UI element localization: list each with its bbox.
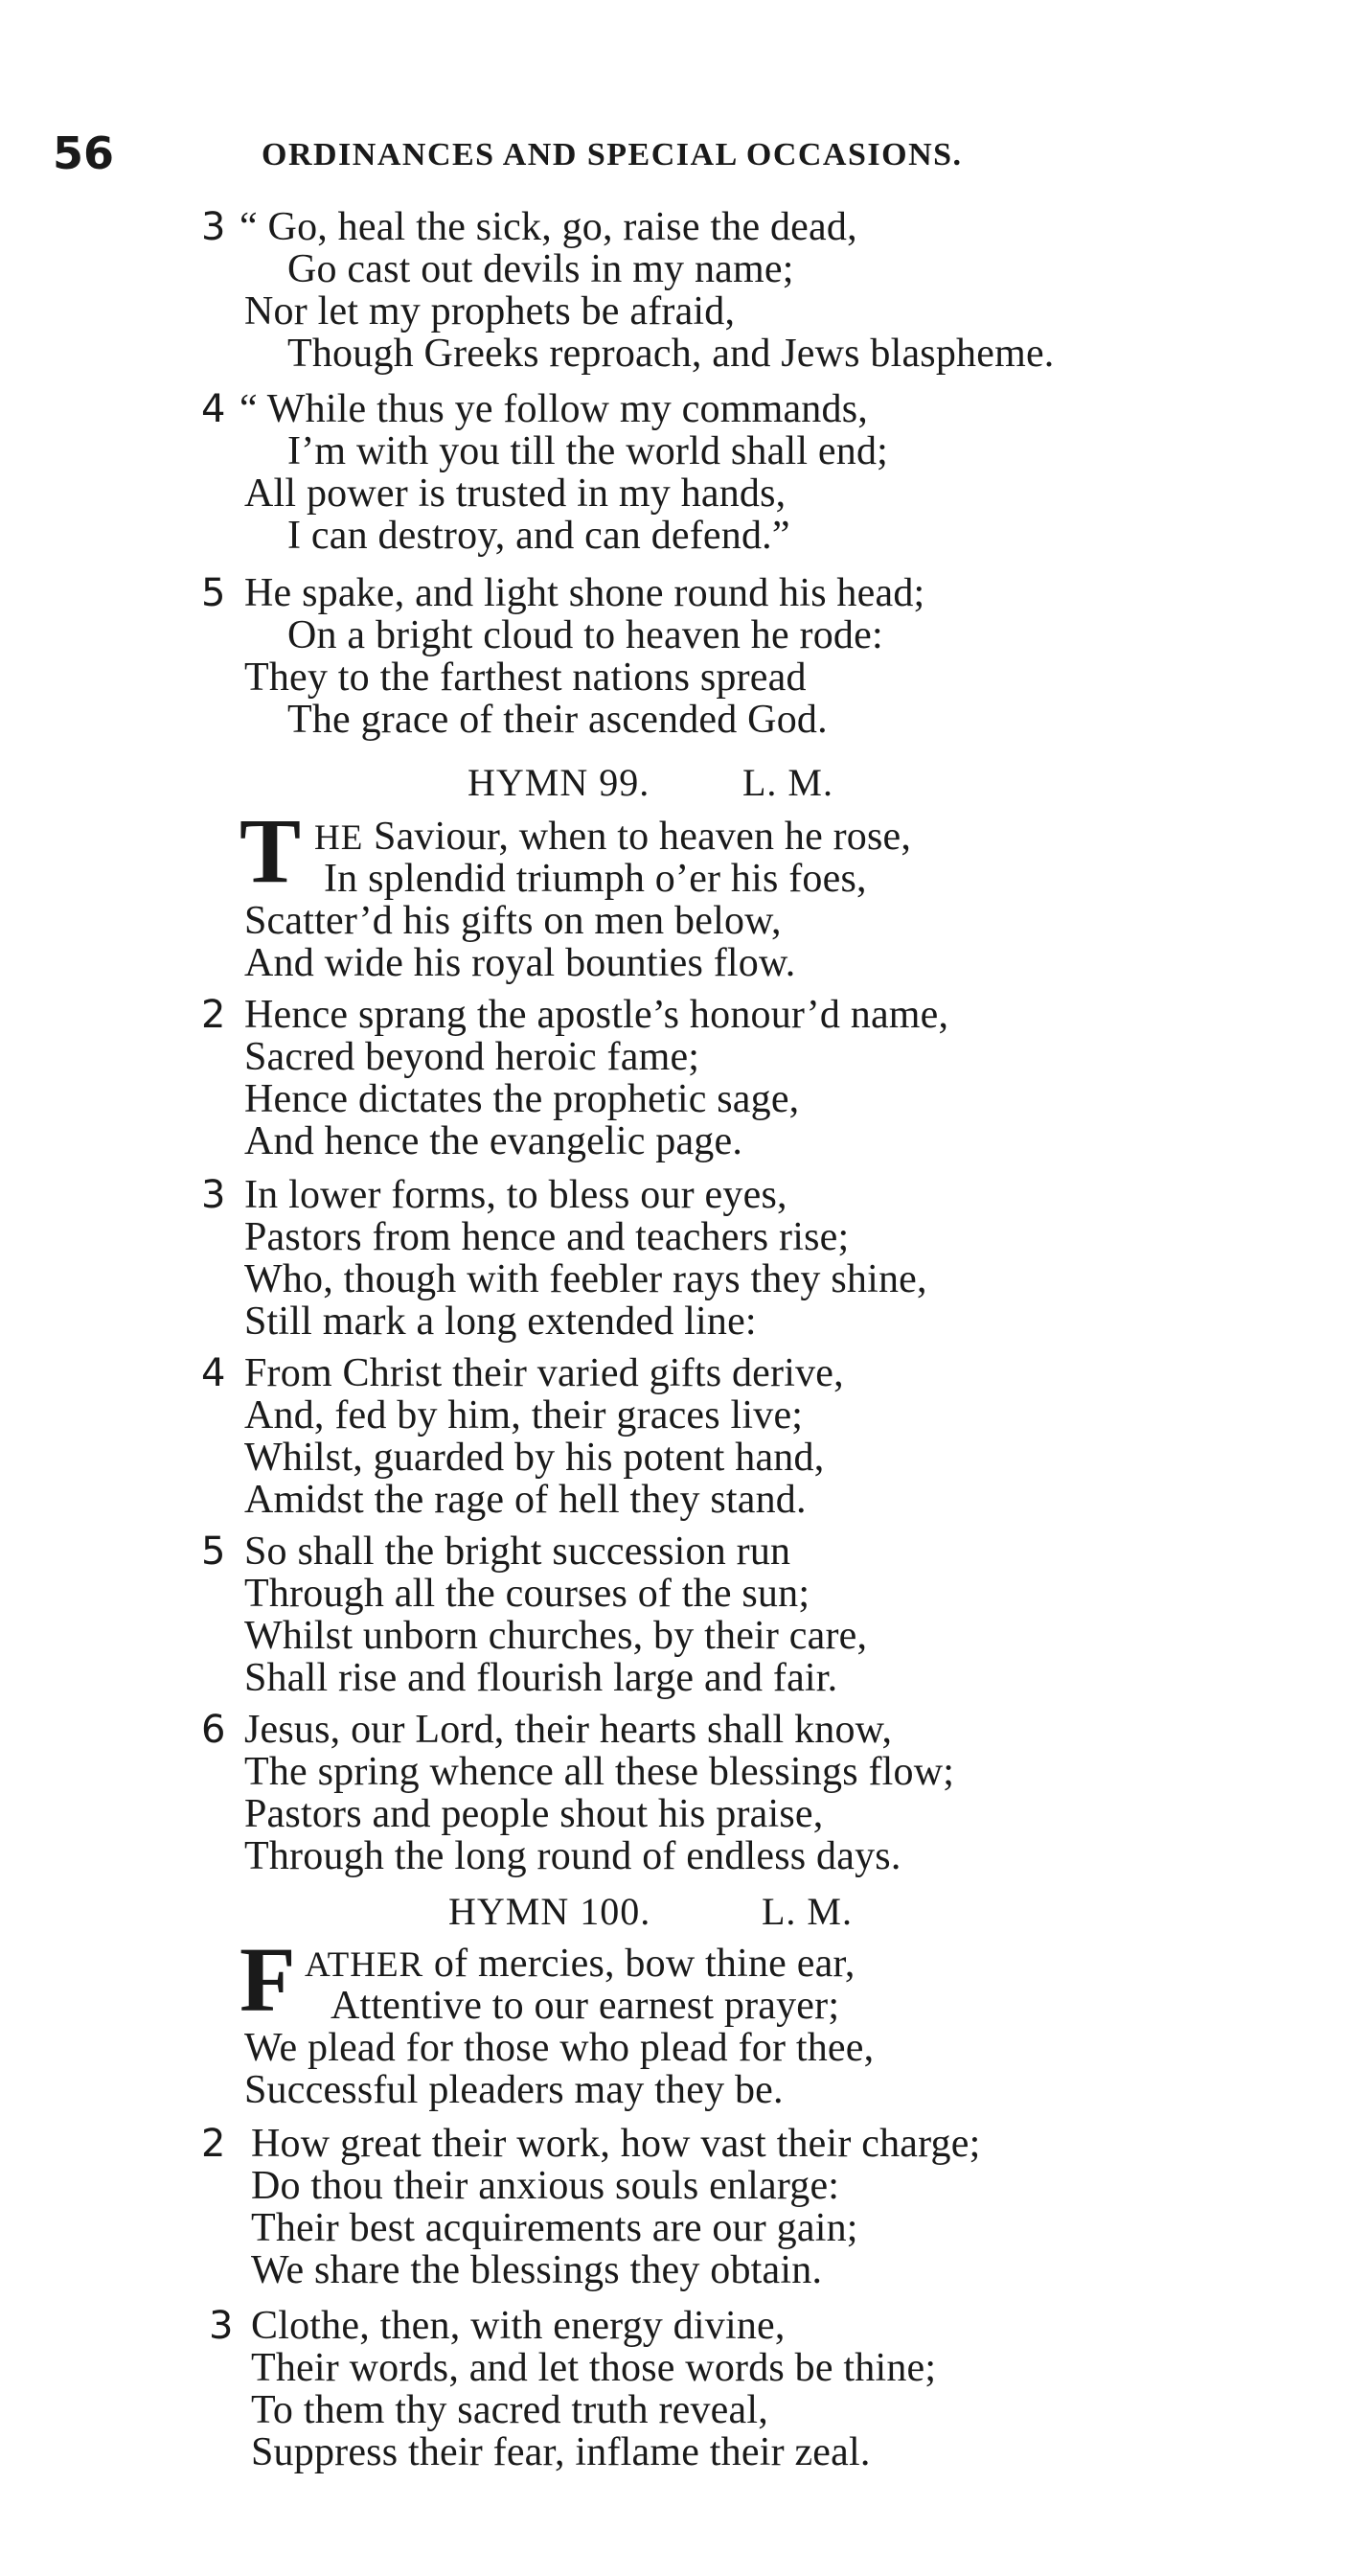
verse-line: Whilst, guarded by his potent hand, (244, 1436, 825, 1480)
verse-line: Nor let my prophets be afraid, (244, 289, 736, 334)
verse-line: Through the long round of endless days. (244, 1834, 901, 1878)
verse-line: He spake, and light shone round his head; (244, 571, 925, 615)
verse-line: Through all the courses of the sun; (244, 1572, 810, 1616)
verse-line: Do thou their anxious souls enlarge: (251, 2164, 840, 2208)
verse-line: Attentive to our earnest prayer; (331, 1984, 840, 2028)
verse-line: Go cast out devils in my name; (287, 247, 794, 291)
hymn-meter: L. M. (762, 1890, 853, 1933)
verse-number: 4 (201, 1351, 226, 1395)
verse-line: “ While thus ye follow my commands, (240, 387, 868, 431)
hymn-title: HYMN 100. (448, 1890, 651, 1933)
verse-line: Jesus, our Lord, their hearts shall know, (244, 1708, 893, 1752)
verse-line: Shall rise and flourish large and fair. (244, 1656, 838, 1700)
verse-line: Sacred beyond heroic fame; (244, 1035, 700, 1079)
verse-line: To them thy sacred truth reveal, (251, 2388, 768, 2432)
verse-line: We share the blessings they obtain. (251, 2248, 823, 2292)
verse-number: 6 (201, 1708, 226, 1752)
verse-line: And wide his royal bounties flow. (244, 941, 796, 985)
verse-number: 3 (201, 1173, 226, 1217)
first-word-caps: ATHER (305, 1945, 424, 1985)
verse-line: Who, though with feebler rays they shine, (244, 1257, 927, 1301)
verse-line: Hence dictates the prophetic sage, (244, 1077, 800, 1121)
verse-line: Though Greeks reproach, and Jews blaspheme. (287, 332, 1055, 376)
first-line-rest: of mercies, bow thine ear, (423, 1942, 856, 1986)
hymn-meter: L. M. (742, 761, 833, 804)
verse-line: So shall the bright succession run (244, 1530, 791, 1574)
verse-line: They to the farthest nations spread (244, 656, 807, 700)
verse-line: In lower forms, to bless our eyes, (244, 1173, 787, 1217)
verse-line: Hence sprang the apostle’s honour’d name, (244, 993, 949, 1037)
verse-line: Pastors and people shout his praise, (244, 1792, 824, 1836)
verse-line: On a bright cloud to heaven he rode: (287, 613, 883, 657)
verse-line (314, 814, 911, 862)
verse-line: And hence the evangelic page. (244, 1119, 743, 1163)
verse-line: I can destroy, and can defend.” (287, 514, 790, 558)
verse-line (305, 1941, 856, 1989)
verse-line: Still mark a long extended line: (244, 1300, 757, 1344)
first-line-rest: Saviour, when to heaven he rose, (363, 815, 912, 859)
verse-line: Their best acquirements are our gain; (251, 2206, 858, 2250)
first-word-caps: HE (314, 818, 364, 858)
verse-line: Clothe, then, with energy divine, (251, 2304, 786, 2348)
page-header (53, 125, 1298, 182)
verse-line: From Christ their varied gifts derive, (244, 1351, 844, 1395)
hymn-title: HYMN 99. (468, 761, 650, 804)
verse-line: All power is trusted in my hands, (244, 472, 787, 516)
verse-line: Pastors from hence and teachers rise; (244, 1215, 850, 1259)
verse-line: We plead for those who plead for thee, (244, 2026, 875, 2070)
verse-line: In splendid triumph o’er his foes, (324, 857, 867, 901)
verse-line: And, fed by him, their graces live; (244, 1393, 804, 1438)
verse-line: Amidst the rage of hell they stand. (244, 1478, 807, 1522)
verse-number: 2 (201, 2122, 226, 2166)
verse-number: 4 (201, 387, 226, 431)
verse-number: 3 (209, 2304, 234, 2348)
running-head: ORDINANCES AND SPECIAL OCCASIONS. (262, 137, 963, 172)
verse-line: I’m with you till the world shall end; (287, 429, 889, 473)
verse-number: 5 (201, 1530, 226, 1574)
verse-line: Whilst unborn churches, by their care, (244, 1614, 868, 1658)
verse-line: The grace of their ascended God. (287, 698, 828, 742)
verse-line: Scatter’d his gifts on men below, (244, 899, 782, 943)
verse-line: The spring whence all these blessings flow; (244, 1750, 955, 1794)
drop-cap: T (240, 799, 302, 902)
verse-number: 2 (201, 993, 226, 1037)
verse-number: 5 (201, 571, 226, 615)
page-number: 56 (53, 127, 115, 179)
drop-cap: F (240, 1928, 296, 2031)
verse-number: 3 (201, 205, 226, 249)
verse-line: How great their work, how vast their charge; (251, 2122, 981, 2166)
verse-line: Successful pleaders may they be. (244, 2068, 784, 2112)
verse-line: “ Go, heal the sick, go, raise the dead, (240, 205, 857, 249)
verse-line: Suppress their fear, inflame their zeal. (251, 2430, 871, 2474)
verse-line: Their words, and let those words be thine; (251, 2346, 937, 2390)
